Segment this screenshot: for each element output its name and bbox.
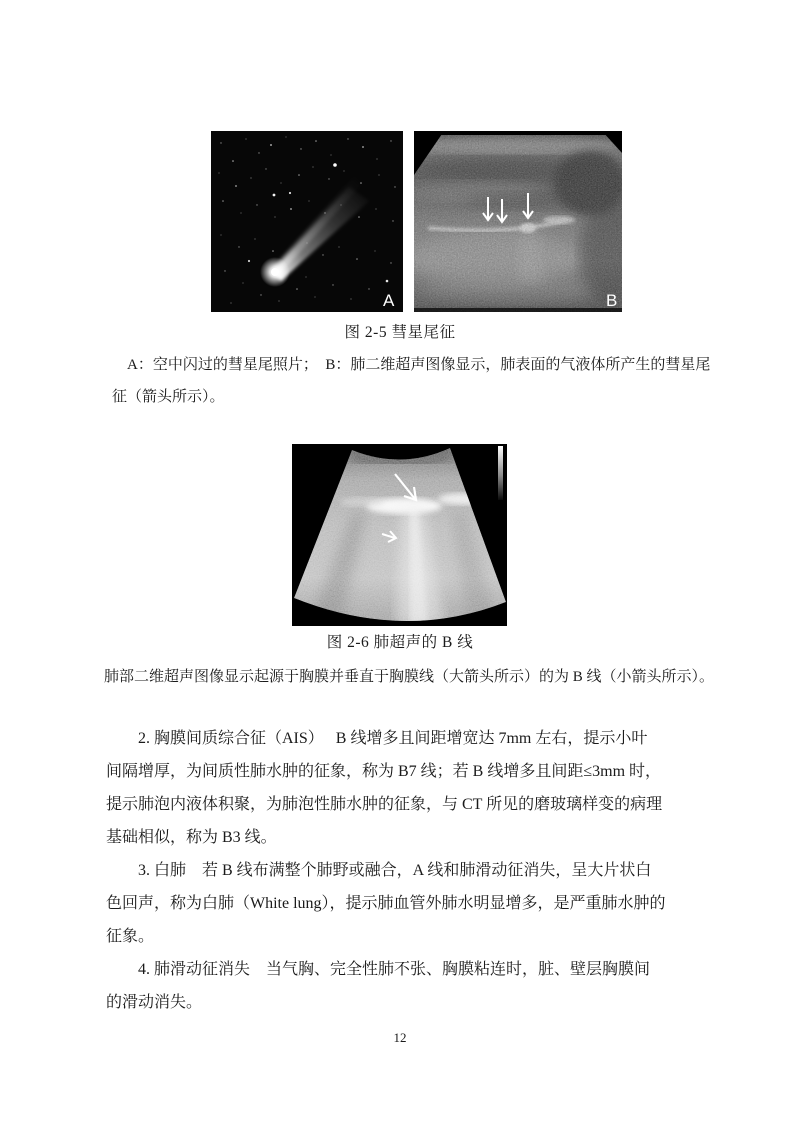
comet-head xyxy=(260,257,290,287)
text-line: 3. 白肺 若 B 线布满整个肺野或融合，A 线和肺滑动征消失，呈大片状白 xyxy=(138,862,652,879)
sector-ultrasound-image xyxy=(292,444,507,626)
body-text xyxy=(106,722,696,1019)
figure-2-5-panel-a-comet-photo xyxy=(211,131,403,312)
text-line: 的滑动消失。 xyxy=(106,994,203,1011)
paragraph-lung-sliding xyxy=(106,953,696,1019)
page-number: 12 xyxy=(393,1030,407,1045)
panel-b-label: B xyxy=(606,291,618,310)
text-line: 色回声，称为白肺（White lung），提示肺血管外肺水明显增多，是严重肺水肿的 xyxy=(106,895,666,912)
panel-a-label: A xyxy=(383,291,395,310)
figure-2-5-panel-b-ultrasound xyxy=(414,131,622,312)
text-line: 基础相似，称为 B3 线。 xyxy=(106,829,277,846)
grayscale-bar xyxy=(498,446,503,500)
text-line: 提示肺泡内液体积聚，为肺泡性肺水肿的征象，与 CT 所见的磨玻璃样变的病理 xyxy=(106,796,663,813)
figure-2-6-panel-ultrasound xyxy=(292,444,507,626)
figure-2-5-caption xyxy=(112,349,711,413)
ultrasound-image xyxy=(414,131,622,312)
text-line: 征（箭头所示）。 xyxy=(112,389,225,405)
text-line: 肺部二维超声图像显示起源于胸膜并垂直于胸膜线（大箭头所示）的为 B 线（小箭头所示）。 xyxy=(104,669,715,685)
text-line: 2. 胸膜间质综合征（AIS） B 线增多且间距增宽达 7mm 左右，提示小叶 xyxy=(138,730,648,747)
figure-2-5-title: 图 2-5 彗星尾征 xyxy=(344,324,456,341)
text-line: 4. 肺滑动征消失 当气胸、完全性肺不张、胸膜粘连时，脏、壁层胸膜间 xyxy=(138,961,651,978)
comet-photo-image xyxy=(211,131,403,312)
paragraph-white-lung xyxy=(106,854,696,953)
figure-2-6-title: 图 2-6 肺超声的 B 线 xyxy=(326,634,474,651)
text-line: 征象。 xyxy=(106,928,155,945)
paragraph-ais xyxy=(106,722,696,854)
figure-2-6-caption xyxy=(104,661,715,693)
text-line: 间隔增厚，为间质性肺水肿的征象，称为 B7 线；若 B 线增多且间距≤3mm 时， xyxy=(106,763,662,780)
text-line: A：空中闪过的彗星尾照片； B：肺二维超声图像显示，肺表面的气液体所产生的彗星尾 xyxy=(127,357,711,373)
